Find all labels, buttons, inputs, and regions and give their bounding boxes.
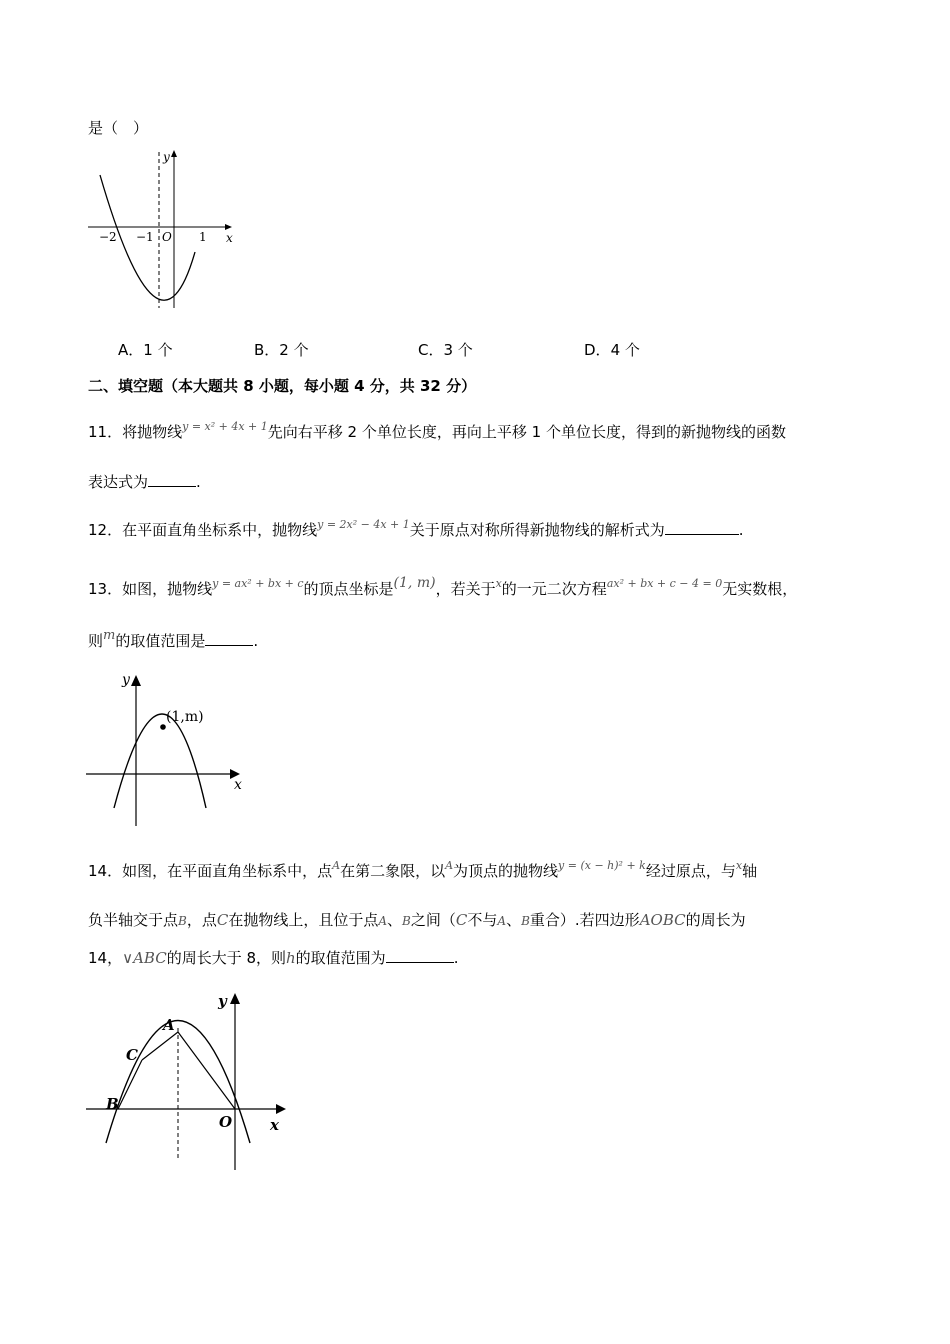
q11-line2: 表达式为 . [88,473,201,491]
graph1-origin-label: O [162,230,172,244]
q12-formula: y = 2x² − 4x + 1 [317,518,410,531]
graph1-y-label: y [163,150,170,164]
graph2-x-label: x [234,777,242,793]
option-c: C．3 个 [418,341,473,359]
graph3-label-c: C [126,1046,138,1064]
graph3-x-arrow-icon [276,1104,286,1114]
q14-line1: 14．如图，在平面直角坐标系中，点$^A$在第二象限，以$^A$为顶点的抛物线$^{y = (x - h)^2 + k}$经过原点，与$^x$轴 [88,859,758,880]
graph2-parabola [114,714,206,808]
graph3-segment-cb [118,1060,142,1109]
graph3-segment-ac [142,1032,178,1060]
graph3-y-arrow-icon [230,993,240,1004]
graph1-tick-neg1: −1 [136,230,154,244]
q13-formula: y = ax² + bx + c [212,577,304,590]
graph3 [84,988,304,1178]
graph3-y-label: y [218,992,227,1010]
q12-line: 12．在平面直角坐标系中，抛物线$^{y = 2x^2 - 4x + 1}$关于原点对称所得新抛物线的解析式为 . [88,518,744,539]
q13-line2: 则m的取值范围是 . [88,628,259,650]
graph1-y-arrow-icon [171,150,177,157]
q13-vertex: (1, m) [393,575,436,591]
section2-title: 二、填空题（本大题共 8 小题，每小题 4 分，共 32 分） [88,377,477,395]
graph1 [85,148,245,318]
graph3-label-o: O [219,1113,233,1131]
q10-tail: 是（ ） [88,119,149,137]
option-d: D．4 个 [584,341,640,359]
graph2-vertex-point [160,724,166,730]
option-a: A．1 个 [118,341,173,359]
graph3-label-b: B [106,1095,119,1113]
graph1-tick-1: 1 [199,230,207,244]
graph3-x-label: x [270,1116,279,1134]
graph1-x-label: x [226,231,233,245]
graph2-y-arrow-icon [131,675,141,686]
q12-answer-blank[interactable] [665,519,739,535]
graph3-segment-ao [178,1032,235,1109]
graph2-y-label: y [122,672,130,688]
q11-formula: y = x² + 4x + 1 [182,420,268,433]
option-b: B．2 个 [254,341,309,359]
q13-answer-blank[interactable] [205,630,253,646]
graph2-vertex-label: (1,m) [166,709,204,725]
q13-equation: ax² + bx + c − 4 = 0 [606,577,723,590]
q14-answer-blank[interactable] [386,947,454,963]
q11-answer-blank[interactable] [148,471,196,487]
graph1-x-arrow-icon [225,224,232,230]
q13-line1: 13．如图，抛物线$^{y = ax^2 + bx + c}$的顶点坐标是(1, m)，若关于$^x$的一元二次方程$^{ax^2 + bx + c - 4 = 0}$无实数根， [88,575,798,598]
q14-formula: y = (x − h)² + k [558,859,646,872]
graph1-tick-neg2: −2 [99,230,117,244]
q14-line3: 14，∨ABC的周长大于 8，则h的取值范围为 . [88,949,459,967]
q14-line2: 负半轴交于点B，点C在抛物线上，且位于点A、B之间（C不与A、B重合）.若四边形AOBC的周长为 [88,911,746,929]
q11-line1: 11．将抛物线$^{y = x^2 + 4x + 1}$先向右平移 2 个单位长度，再向上平移 1 个单位长度，得到的新抛物线的函数 [88,420,786,441]
graph3-label-a: A [163,1016,175,1034]
graph2 [84,670,264,830]
